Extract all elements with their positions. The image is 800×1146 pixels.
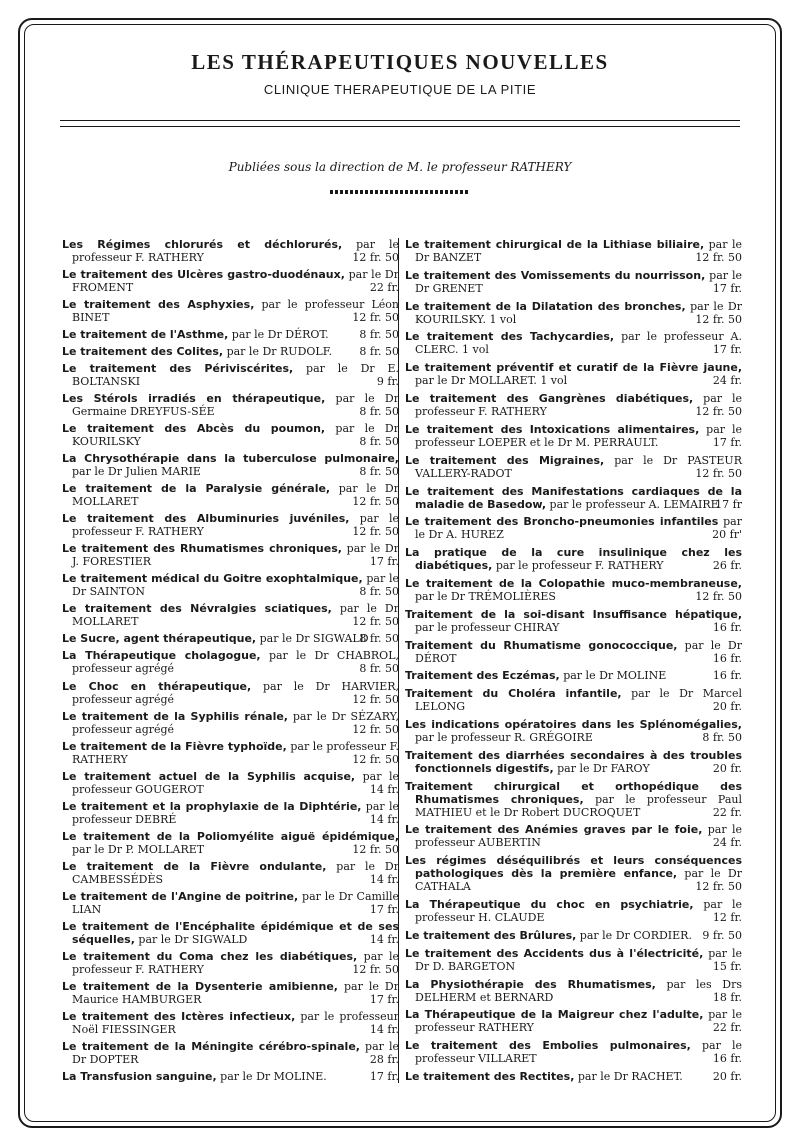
entry-author: par le professeur LOEPER et le Dr M. PERRAULT.: [415, 422, 742, 449]
entry-title: Le traitement des Intoxications alimentaires,: [405, 422, 700, 436]
entry-price: 8 fr. 50: [359, 632, 399, 646]
entry-author: par le Dr SÉZARY, professeur agrégé: [72, 709, 399, 736]
entry-price: 8 fr. 50: [359, 328, 399, 342]
entry-author: par le Dr E. BOLTANSKI: [72, 362, 399, 389]
entry-author: par le Dr RUDOLF.: [223, 345, 333, 359]
entry-author: par le Dr FROMENT: [72, 268, 400, 295]
entry-author: par le Dr TRÉMOLIÈRES: [415, 589, 556, 603]
entry-author: par le Dr MOLLARET: [72, 482, 399, 509]
entry-author: par le professeur F. RATHERY: [72, 739, 399, 766]
entry-title: Le traitement de la Fièvre typhoïde,: [62, 739, 287, 753]
entry-title: Traitement du Choléra infantile,: [405, 687, 622, 701]
entry-price: 8 fr. 50: [359, 435, 399, 449]
catalog-entry: [405, 854, 742, 893]
entry-author: par le Dr DÉROT.: [228, 328, 329, 342]
entry-price: 17 fr.: [712, 343, 742, 357]
entry-title: Le traitement des Rhumatismes chroniques,: [62, 542, 342, 556]
catalog-entry: [62, 890, 399, 916]
entry-price: 12 fr. 50: [695, 312, 742, 326]
entry-price: 16 fr.: [712, 620, 742, 634]
catalog-entry: [62, 632, 399, 645]
entry-author: par le professeur AUBERTIN: [415, 823, 742, 850]
entry-author: par le Dr PASTEUR VALLERY-RADOT: [415, 453, 742, 480]
entry-title: Le traitement des Asphyxies,: [62, 298, 255, 312]
catalog-entry: [405, 669, 742, 682]
entry-title: Traitement de la soi-disant Insuffisance hépatique,: [405, 607, 742, 621]
entry-title: La pratique de la cure insulinique chez les diabétiques,: [405, 546, 742, 573]
entry-price: 20 fr.: [712, 700, 742, 714]
entry-price: 9 fr.: [376, 375, 399, 389]
entry-price: 8 fr. 50: [702, 731, 742, 744]
entry-author: par le professeur A. CLERC. 1 vol: [415, 330, 742, 357]
entry-price: 24 fr.: [712, 374, 742, 388]
entry-author: par le Dr Maurice HAMBURGER: [72, 979, 399, 1006]
entry-price: 20 fr': [712, 528, 742, 542]
entry-author: par le professeur CHIRAY: [415, 620, 560, 634]
entry-author: par le Dr D. BARGETON: [415, 946, 742, 973]
entry-price: 17 fr.: [369, 555, 399, 569]
entry-title: Le traitement des Rectites,: [405, 1069, 575, 1083]
entry-price: 17 fr.: [369, 1069, 399, 1083]
entry-author: par le Dr Marcel LELONG: [415, 687, 742, 714]
entry-author: par le Dr Camille LIAN: [72, 889, 400, 916]
catalog-entry: [62, 800, 399, 826]
catalog-entry: [405, 639, 742, 665]
catalog-entry: [405, 485, 742, 511]
entry-author: par le professeur H. CLAUDE: [415, 898, 742, 925]
entry-price: 22 fr.: [712, 805, 742, 819]
catalog-entry: [405, 423, 742, 449]
entry-author: par le Dr RACHET.: [574, 1069, 683, 1083]
catalog-entry: [62, 512, 399, 538]
entry-title: Les indications opératoires dans les Splénomégalies,: [405, 718, 742, 731]
catalog-entry: [405, 1070, 742, 1083]
entry-title: Le traitement des Vomissements du nourrisson,: [405, 268, 706, 282]
entry-author: par le professeur F. RATHERY: [492, 559, 664, 573]
entry-price: 17 fr.: [712, 435, 742, 449]
entry-author: par le Dr CORDIER.: [576, 928, 692, 942]
entry-author: par le professeur F. RATHERY: [72, 238, 399, 264]
entry-author: par le professeur F. RATHERY: [72, 949, 399, 976]
catalog-entry: [62, 680, 399, 706]
catalog-entry: [62, 328, 399, 341]
entry-author: par le Dr GRENET: [415, 268, 742, 295]
catalog-entry: [405, 898, 742, 924]
entry-price: 12 fr. 50: [352, 251, 399, 264]
entry-author: par le Dr DOPTER: [72, 1039, 399, 1066]
entry-author: par le Dr DÉROT: [415, 638, 743, 665]
entry-title: Le traitement des Migraines,: [405, 453, 605, 467]
entry-title: La Transfusion sanguine,: [62, 1069, 217, 1083]
entry-title: Le traitement des Albuminuries juvéniles,: [62, 512, 350, 526]
entry-title: Traitement des diarrhées secondaires à des troubles fonctionnels digestifs,: [405, 748, 742, 775]
header-rule-bottom: [60, 126, 740, 127]
catalog-entry: [405, 330, 742, 356]
entry-price: 22 fr.: [369, 281, 399, 295]
entry-title: Les Régimes chlorurés et déchlorurés,: [62, 238, 343, 251]
catalog-entry: [405, 577, 742, 603]
catalog-entry: [405, 749, 742, 775]
entry-title: Traitement des Eczémas,: [405, 669, 560, 683]
entry-title: Le traitement des Broncho-pneumonies infantiles: [405, 515, 719, 529]
entry-price: 15 fr.: [712, 959, 742, 973]
entry-author: par le professeur F. RATHERY: [72, 512, 399, 539]
entry-author: par le Dr CAMBESSÉDÈS: [72, 859, 400, 886]
entry-title: Les régimes déséquilibrés et leurs conséquences pathologiques dès la première enfance,: [405, 854, 742, 881]
entry-title: Le traitement des Périviscérites,: [62, 362, 294, 376]
entry-author: par le professeur RATHERY: [415, 1008, 742, 1035]
catalog-entry: [62, 649, 399, 675]
entry-price: 16 fr.: [712, 669, 742, 683]
catalog-entry: [62, 1010, 399, 1036]
catalog-entry: [405, 780, 742, 819]
entry-author: par le professeur F. RATHERY: [415, 392, 742, 419]
entry-author: par le Dr HARVIER, professeur agrégé: [72, 679, 400, 706]
entry-price: 16 fr.: [712, 1052, 742, 1066]
entry-title: Le traitement des Névralgies sciatiques,: [62, 602, 332, 616]
catalog-entry: [405, 823, 742, 849]
entry-title: Le traitement des Accidents dus à l'électricité,: [405, 946, 704, 960]
entry-price: 12 fr. 50: [352, 752, 399, 766]
entry-price: 24 fr.: [712, 836, 742, 850]
entry-price: 12 fr. 50: [695, 405, 742, 419]
entry-title: Le traitement des Ictères infectieux,: [62, 1009, 296, 1023]
entry-title: Le traitement de la Paralysie générale,: [62, 482, 331, 496]
catalog-entry: [62, 602, 399, 628]
entry-title: Le traitement de la Méningite cérébro-spinale,: [62, 1039, 360, 1053]
entry-title: Le traitement de la Colopathie muco-membraneuse,: [405, 576, 742, 590]
catalog-entry: [62, 345, 399, 358]
entry-title: Le traitement des Ulcères gastro-duodénaux,: [62, 268, 345, 282]
entry-author: par le professeur A. LEMAIRE: [546, 497, 719, 511]
publishers-line: Publiées sous la direction de M. le professeur RATHERY: [228, 160, 572, 174]
entry-title: Le traitement chirurgical de la Lithiase biliaire,: [405, 238, 705, 251]
entry-price: 12 fr. 50: [352, 495, 399, 509]
catalog-entry: [405, 978, 742, 1004]
entry-price: 17 fr.: [369, 992, 399, 1006]
entry-price: 18 fr.: [712, 990, 742, 1004]
entry-price: 22 fr.: [712, 1021, 742, 1035]
entry-price: 12 fr. 50: [352, 722, 399, 736]
entry-price: 14 fr.: [369, 872, 399, 886]
entry-price: 14 fr.: [369, 782, 399, 796]
entry-price: 12 fr. 50: [352, 692, 399, 706]
entry-price: 14 fr.: [369, 812, 399, 826]
entry-title: Le traitement de l'Angine de poitrine,: [62, 889, 299, 903]
catalog-entry: [405, 947, 742, 973]
entry-title: Le Sucre, agent thérapeutique,: [62, 632, 257, 646]
entry-title: Le traitement de la Syphilis rénale,: [62, 709, 288, 723]
catalog-entry: [62, 1040, 399, 1066]
entry-author: par le Dr MOLINE: [559, 669, 667, 683]
right-column: [405, 238, 742, 1083]
entry-title: Le traitement du Coma chez les diabétiques,: [62, 949, 358, 963]
entry-price: 8 fr. 50: [359, 585, 399, 599]
entry-title: Le traitement des Manifestations cardiaques de la maladie de Basedow,: [405, 484, 742, 511]
entry-author: par le professeur VILLARET: [415, 1039, 742, 1066]
catalog-entry: [62, 572, 399, 598]
catalog-entry: [405, 1008, 742, 1034]
catalog-entry: [62, 422, 399, 448]
entry-author: par le professeur DEBRÉ: [72, 799, 400, 826]
entry-title: La Physiothérapie des Rhumatismes,: [405, 977, 656, 991]
entry-title: Le traitement des Embolies pulmonaires,: [405, 1039, 691, 1053]
header-rule-top: [60, 120, 740, 121]
catalog-entry: [62, 920, 399, 946]
entry-price: 14 fr.: [369, 932, 399, 946]
entry-title: La Thérapeutique du choc en psychiatrie,: [405, 898, 694, 912]
entry-author: par le Dr A. HUREZ: [415, 515, 742, 542]
catalog-entry: [405, 392, 742, 418]
entry-title: Le traitement des Colites,: [62, 345, 224, 359]
entry-title: Le traitement de l'Encéphalite épidémique et de ses séquelles,: [62, 919, 399, 946]
entry-author: par le professeur Léon BINET: [72, 298, 399, 325]
catalog-entry: [405, 454, 742, 480]
catalog-entry: [62, 950, 399, 976]
entry-author: par le Dr SIGWALD: [134, 932, 248, 946]
entry-author: par le Dr J. FORESTIER: [72, 542, 399, 569]
catalog-entry: [405, 546, 742, 572]
entry-price: 12 fr. 50: [352, 842, 399, 856]
catalog-entry: [62, 1070, 399, 1083]
entry-author: par le Dr MOLINE.: [216, 1069, 327, 1083]
entry-title: Le traitement de la Fièvre ondulante,: [62, 859, 327, 873]
entry-title: Traitement du Rhumatisme gonococcique,: [405, 638, 678, 652]
catalog-entry: [62, 268, 399, 294]
entry-price: 14 fr.: [369, 1022, 399, 1036]
catalog-entry: [62, 362, 399, 388]
entry-title: Le traitement de la Dysenterie amibienne,: [62, 979, 338, 993]
catalog-entry: [62, 860, 399, 886]
entry-author: par le professeur Noël FIESSINGER: [72, 1009, 399, 1036]
catalog-entry: [62, 392, 399, 418]
catalog-entry: [405, 608, 742, 634]
catalog-entry: [62, 298, 399, 324]
entry-author: par le Dr FAROY: [553, 761, 650, 775]
entry-author: par le professeur GOUGEROT: [72, 769, 399, 796]
entry-author: par les Drs DELHERM et BERNARD: [415, 977, 742, 1004]
entry-author: par le Dr KOURILSKY: [72, 422, 399, 449]
entry-price: 28 fr.: [369, 1052, 399, 1066]
column-separator: [398, 238, 399, 1083]
catalog-entry: [405, 361, 742, 387]
entry-title: La Thérapeutique de la Maigreur chez l'adulte,: [405, 1008, 704, 1022]
entry-author: par le Dr SIGWALD: [256, 632, 369, 646]
catalog-entry: [405, 687, 742, 713]
entry-price: 12 fr. 50: [695, 589, 742, 603]
entry-price: 8 fr. 50: [359, 465, 399, 479]
entry-price: 8 fr. 50: [359, 345, 399, 359]
ornament-divider: [330, 190, 470, 194]
entry-title: Le traitement des Abcès du poumon,: [62, 422, 326, 436]
catalog-entry: [405, 929, 742, 942]
entry-author: par le Dr SAINTON: [72, 572, 399, 599]
entry-title: La Thérapeutique cholagogue,: [62, 649, 261, 663]
entry-price: 26 fr.: [712, 559, 742, 573]
catalog-entry: [62, 238, 399, 264]
entry-price: 12 fr. 50: [352, 525, 399, 539]
entry-price: 12 fr. 50: [695, 251, 742, 264]
entry-price: 17 fr.: [369, 902, 399, 916]
catalog-entry: [405, 718, 742, 744]
entry-price: 20 fr.: [712, 761, 742, 775]
page-title: LES THÉRAPEUTIQUES NOUVELLES: [191, 50, 609, 74]
catalog-entry: [62, 830, 399, 856]
entry-title: Le traitement préventif et curatif de la Fièvre jaune,: [405, 361, 742, 375]
entry-author: par le Dr CHABROL, professeur agrégé: [72, 649, 399, 676]
entry-title: Le traitement actuel de la Syphilis acquise,: [62, 769, 356, 783]
entry-title: Traitement chirurgical et orthopédique des Rhumatismes chroniques,: [405, 779, 742, 806]
catalog-entry: [405, 269, 742, 295]
entry-title: Le traitement des Tachycardies,: [405, 330, 615, 344]
entry-author: par le Dr KOURILSKY. 1 vol: [415, 299, 742, 326]
catalog-entry: [62, 452, 399, 478]
left-column: [62, 238, 399, 1083]
entry-price: 9 fr. 50: [702, 928, 742, 942]
catalog-entry: [62, 740, 399, 766]
catalog-entry: [62, 482, 399, 508]
entry-price: 12 fr. 50: [695, 880, 742, 894]
entry-title: Le traitement de la Poliomyélite aiguë épidémique,: [62, 829, 399, 843]
entry-title: Le traitement de la Dilatation des bronches,: [405, 299, 686, 313]
entry-price: 16 fr.: [712, 651, 742, 665]
entry-price: 12 fr. 50: [695, 466, 742, 480]
entry-title: Les Stérols irradiés en thérapeutique,: [62, 392, 326, 406]
page-subtitle: CLINIQUE THERAPEUTIQUE DE LA PITIE: [263, 82, 537, 97]
entry-title: Le traitement des Brûlures,: [405, 928, 577, 942]
entry-price: 20 fr.: [712, 1069, 742, 1083]
entry-title: Le Choc en thérapeutique,: [62, 679, 252, 693]
entry-title: Le traitement médical du Goitre exophtalmique,: [62, 572, 363, 586]
entry-price: 12 fr. 50: [352, 962, 399, 976]
catalog-entry: [405, 515, 742, 541]
catalog-entry: [62, 770, 399, 796]
catalog-entry: [62, 710, 399, 736]
entry-author: par le professeur R. GRÉGOIRE: [415, 731, 593, 744]
entry-author: par le Dr CATHALA: [415, 867, 742, 894]
catalog-entry: [62, 542, 399, 568]
entry-price: 12 fr. 50: [352, 311, 399, 325]
entry-title: Le traitement des Gangrènes diabétiques,: [405, 392, 694, 406]
entry-author: par le Dr Germaine DREYFUS-SÉE: [72, 392, 400, 419]
entry-title: Le traitement de l'Asthme,: [62, 328, 229, 342]
catalog-entry: [405, 1039, 742, 1065]
entry-price: 17 fr.: [712, 281, 742, 295]
entry-price: 12 fr. 50: [352, 615, 399, 629]
entry-price: 8 fr. 50: [359, 405, 399, 419]
catalog-entry: [405, 300, 742, 326]
entry-author: par le Dr MOLLARET: [72, 602, 399, 629]
entry-author: par le Dr MOLLARET. 1 vol: [415, 374, 568, 388]
entry-price: 17 fr: [715, 497, 742, 511]
entry-author: par le Dr Julien MARIE: [72, 465, 201, 479]
catalog-entry: [62, 980, 399, 1006]
entry-price: 8 fr. 50: [359, 662, 399, 676]
entry-author: par le Dr P. MOLLARET: [72, 842, 205, 856]
entry-title: La Chrysothérapie dans la tuberculose pulmonaire,: [62, 452, 399, 466]
entry-author: par le Dr BANZET: [415, 238, 742, 264]
entry-title: Le traitement et la prophylaxie de la Diphtérie,: [62, 799, 362, 813]
entry-price: 12 fr.: [712, 911, 742, 925]
catalog-entry: [405, 238, 742, 264]
entry-author: par le professeur Paul MATHIEU et le Dr Robert DUCROQUET: [415, 792, 742, 819]
entry-title: Le traitement des Anémies graves par le foie,: [405, 823, 703, 837]
